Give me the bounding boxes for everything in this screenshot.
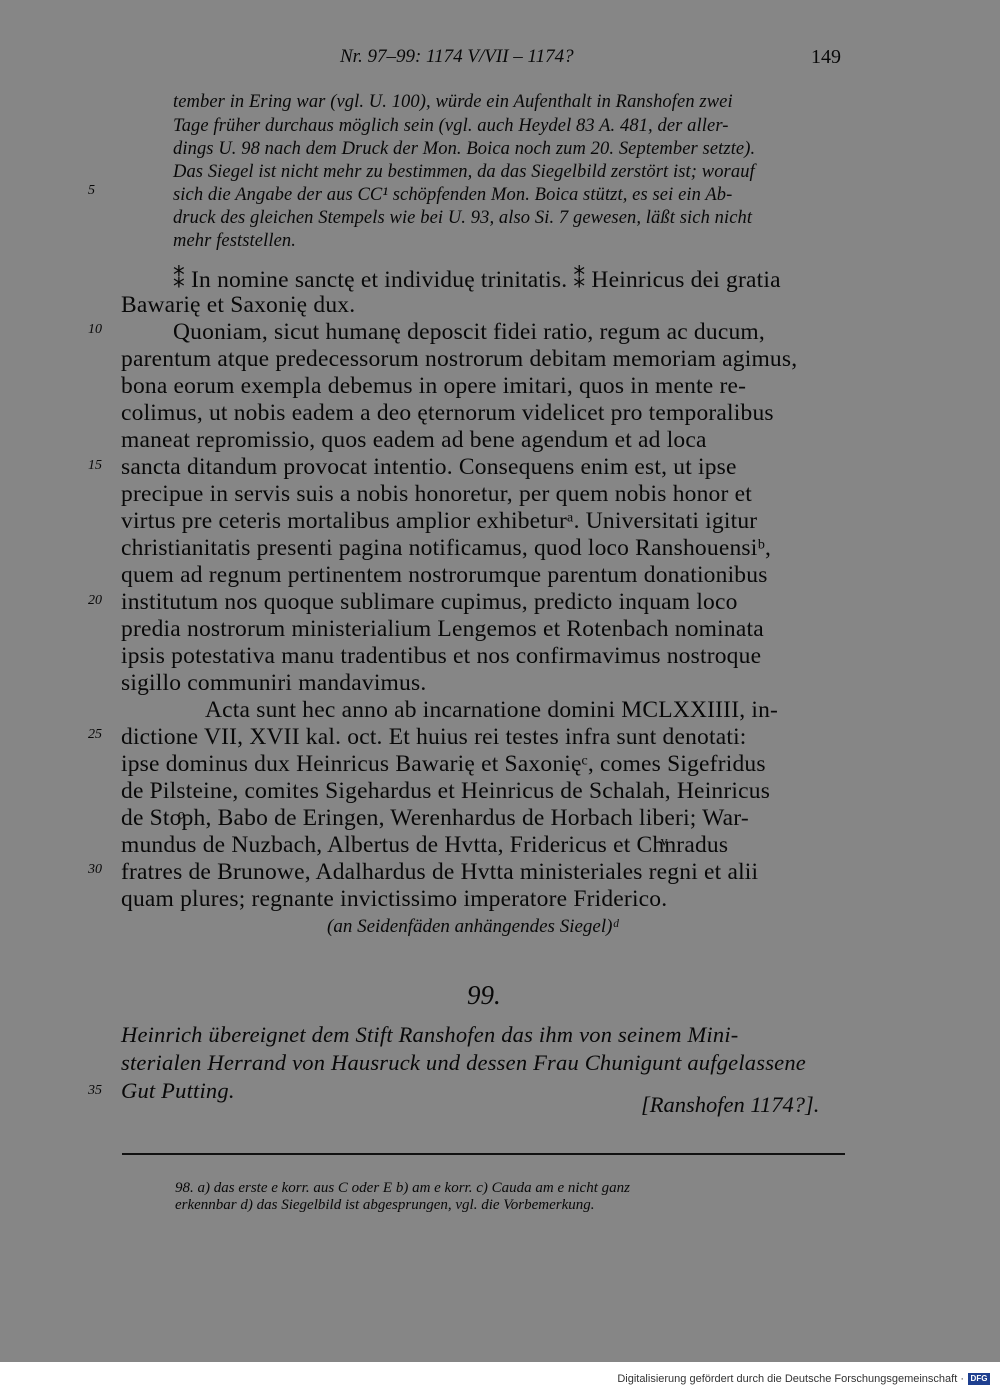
preamble-note-line: druck des gleichen Stempels wie bei U. 93, also Si. 7 gewesen, läßt sich nicht (173, 208, 753, 228)
charter-line: ⁑ In nomine sanctę et individuę trinitatis. ⁑ Heinricus dei gratia (173, 267, 781, 293)
footnote-rule (122, 1153, 845, 1155)
line-number: 25 (88, 727, 102, 742)
charter-line: ipsis potestativa manu tradentibus et nos confirmavimus nostroque (121, 643, 762, 669)
regest-date: [Ranshofen 1174?]. (641, 1092, 820, 1117)
charter-line: de Pilsteine, comites Sigehardus et Heinricus de Schalah, Heinricus (121, 778, 771, 804)
running-header-title: Nr. 97–99: 1174 V/VII – 1174? (340, 46, 574, 67)
line-number: 35 (88, 1083, 102, 1098)
charter-line: quem ad regnum pertinentem nostrorumque parentum donationibus (121, 562, 768, 588)
charter-line: virtus pre ceteris mortalibus amplior exhibeturᵃ. Universitati igitur (121, 508, 758, 534)
charter-line: maneat repromissio, quos eadem ad bene agendum et ad loca (121, 427, 707, 453)
charter-line: sancta ditandum provocat intentio. Consequens enim est, ut ipse (121, 454, 737, 480)
page-number: 149 (811, 46, 841, 68)
charter-line: quam plures; regnante invictissimo imperatore Friderico. (121, 886, 668, 912)
footnote-line: erkennbar d) das Siegelbild ist abgesprungen, vgl. die Vorbemerkung. (175, 1197, 595, 1213)
regest-line: Gut Putting. (121, 1078, 235, 1103)
regest-line: Heinrich übereignet dem Stift Ranshofen das ihm von seinem Mini- (121, 1022, 739, 1047)
preamble-note-line: Das Siegel ist nicht mehr zu bestimmen, da das Siegelbild zerstört ist; worauf (173, 162, 755, 182)
charter-line: mundus de Nuzbach, Albertus de Hvtta, Fridericus et Chͮnradus (121, 832, 729, 858)
charter-line: parentum atque predecessorum nostrorum debitam memoriam agimus, (121, 346, 798, 372)
charter-line: fratres de Brunowe, Adalhardus de Hvtta ministeriales regni et alii (121, 859, 759, 885)
preamble-note-line: Tage früher durchaus möglich sein (vgl. auch Heydel 83 A. 481, der aller- (173, 116, 729, 136)
line-number: 10 (88, 322, 102, 337)
charter-line: ipse dominus dux Heinricus Bawarię et Saxonięᶜ, comes Sigefridus (121, 751, 766, 777)
regest-line: sterialen Herrand von Hausruck und dessen Frau Chunigunt aufgelassene (121, 1050, 806, 1075)
preamble-note-line: mehr feststellen. (173, 231, 296, 251)
line-number: 15 (88, 458, 102, 473)
preamble-note-line: sich die Angabe der aus CC¹ schöpfenden Mon. Boica stützt, es sei ein Ab- (173, 185, 733, 205)
charter-line: Bawarię et Saxonię dux. (121, 292, 356, 318)
charter-line: precipue in servis suis a nobis honoretur, per quem nobis honor et (121, 481, 752, 507)
charter-line: Quoniam, sicut humanę deposcit fidei ratio, regum ac ducum, (173, 319, 765, 345)
charter-line: sigillo communiri mandavimus. (121, 670, 427, 696)
charter-line: colimus, ut nobis eadem a deo ęternorum videlicet pro temporalibus (121, 400, 774, 426)
seal-note: (an Seidenfäden anhängendes Siegel)ᵈ (327, 916, 619, 937)
preamble-note-line: dings U. 98 nach dem Druck der Mon. Boica noch zum 20. September setzte). (173, 139, 756, 159)
dfg-logo-icon[interactable]: DFG (968, 1373, 990, 1385)
charter-line: Acta sunt hec anno ab incarnatione domini MCLXXIIII, in- (205, 697, 779, 723)
document-number: 99. (467, 980, 501, 1010)
line-number: 5 (88, 183, 95, 198)
line-number: 20 (88, 593, 102, 608)
charter-line: dictione VII, XVII kal. oct. Et huius rei testes infra sunt denotati: (121, 724, 747, 750)
line-number: 30 (88, 862, 102, 877)
footer-credit: Digitalisierung gefördert durch die Deutsche Forschungsgemeinschaft · (617, 1373, 964, 1385)
charter-line: bona eorum exempla debemus in opere imitari, quos in mente re- (121, 373, 747, 399)
footnote-line: 98. a) das erste e korr. aus C oder E b) am e korr. c) Cauda am e nicht ganz (175, 1180, 630, 1196)
charter-line: de Stoͦph, Babo de Eringen, Werenhardus de Horbach liberi; War- (121, 805, 749, 831)
charter-line: predia nostrorum ministerialium Lengemos et Rotenbach nominata (121, 616, 764, 642)
charter-line: institutum nos quoque sublimare cupimus, predicto inquam loco (121, 589, 738, 615)
charter-line: christianitatis presenti pagina notificamus, quod loco Ranshouensiᵇ, (121, 535, 772, 561)
preamble-note-line: tember in Ering war (vgl. U. 100), würde ein Aufenthalt in Ranshofen zwei (173, 92, 733, 112)
